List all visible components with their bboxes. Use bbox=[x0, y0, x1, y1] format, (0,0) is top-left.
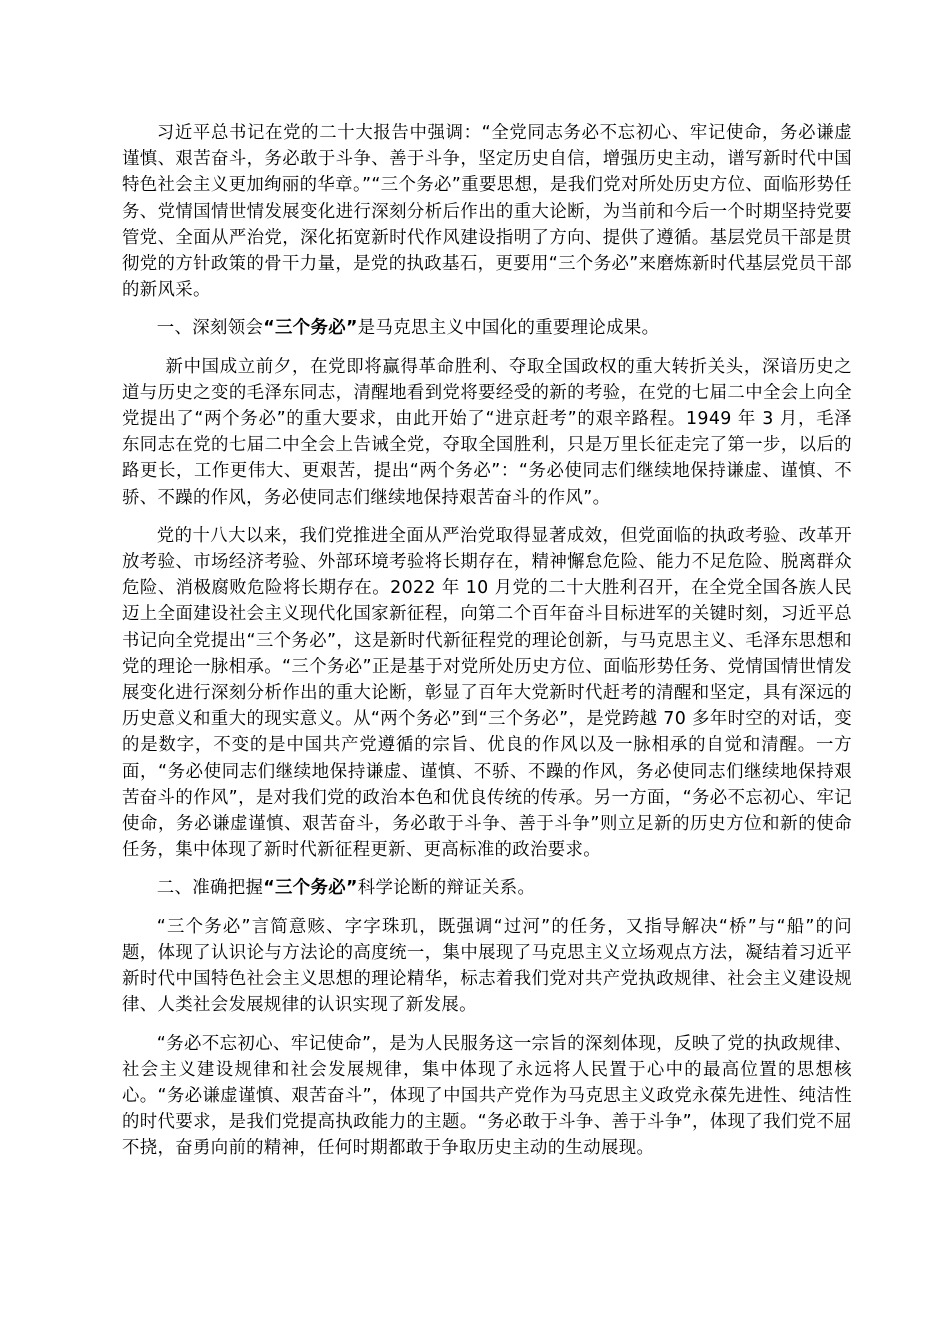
section-heading-2-suffix: 科学论断的辩证关系。 bbox=[357, 878, 536, 899]
section-heading-2-prefix: 二、准确把握 bbox=[156, 878, 264, 899]
intro-paragraph: 习近平总书记在党的二十大报告中强调：“全党同志务必不忘初心、牢记使命，务必谦虚谨慎、艰苦奋斗，务必敢于斗争、善于斗争，坚定历史自信，增强历史主动，谱写新时代中国特色社会主义更加绚丽的华章。”“三个务必”重要思想，是我们党对所处历史方位、面临形势任务、党情国情世情发展变化进行深刻分析后作出的重大论断，为当前和今后一个时期坚持党要管党、全面从严治党，深化拓宽新时代作风建设指明了方向、提供了遵循。基层党员干部是贯彻党的方针政策的骨干力量，是党的执政基石，更要用“三个务必”来磨炼新时代基层党员干部的新风采。 bbox=[122, 123, 852, 301]
section-heading-1-suffix: 是马克思主义中国化的重要理论成果。 bbox=[357, 318, 660, 339]
dialectics-paragraph: “三个务必”言简意赅、字字珠玑，既强调“过河”的任务，又指导解决“桥”与“船”的问题，体现了认识论与方法论的高度统一，集中展现了马克思主义立场观点方法，凝结着习近平新时代中国特色社会主义思想的理论精华，标志着我们党对共产党执政规律、社会主义建设规律、人类社会发展规律的认识实现了新发展。 bbox=[122, 916, 852, 1016]
section-heading-1-emphasis: “三个务必” bbox=[263, 318, 358, 339]
eighteenth-congress-paragraph: 党的十八大以来，我们党推进全面从严治党取得显著成效，但党面临的执政考验、改革开放考验、市场经济考验、外部环境考验将长期存在，精神懈怠危险、能力不足危险、脱离群众危险、消极腐败危险将长期存在。2022 年 10 月党的二十大胜利召开，在全党全国各族人民迈上全面建设社会主义现代化国家新征程，向第二个百年奋斗目标进军的关键时刻，习近平总书记向全党提出“三个务必”，这是新时代新征程党的理论创新，与马克思主义、毛泽东思想和党的理论一脉相承。“三个务必”正是基于对党所处历史方位、面临形势任务、党情国情世情发展变化进行深刻分析作出的重大论断，彰显了百年大党新时代赶考的清醒和坚定，具有深远的历史意义和重大的现实意义。从“两个务必”到“三个务必”，是党跨越 70 多年时空的对话，变的是数字，不变的是中国共产党遵循的宗旨、优良的作风以及一脉相承的自觉和清醒。一方面，“务必使同志们继续地保持谦虚、谨慎、不骄、不躁的作风，务必使同志们继续地保持艰苦奋斗的作风”，是对我们党的政治本色和优良传统的传承。另一方面，“务必不忘初心、牢记使命，务必谦虚谨慎、艰苦奋斗，务必敢于斗争、善于斗争”则立足新的历史方位和新的使命任务，集中体现了新时代新征程更新、更高标准的政治要求。 bbox=[122, 525, 852, 861]
section-heading-1 bbox=[122, 315, 852, 341]
document-page bbox=[122, 120, 852, 1174]
section-heading-1-prefix: 一、深刻领会 bbox=[156, 318, 264, 339]
three-musts-paragraph: “务必不忘初心、牢记使命”，是为人民服务这一宗旨的深刻体现，反映了党的执政规律、社会主义建设规律和社会发展规律，集中体现了永远将人民置于心中的最高位置的思想核心。“务必谦虚谨慎、艰苦奋斗”，体现了中国共产党作为马克思主义政党永葆先进性、纯洁性的时代要求，是我们党提高执政能力的主题。“务必敢于斗争、善于斗争”，体现了我们党不屈不挠，奋勇向前的精神，任何时期都敢于争取历史主动的生动展现。 bbox=[122, 1033, 852, 1159]
section-heading-2-emphasis: “三个务必” bbox=[263, 878, 358, 899]
section-heading-2 bbox=[122, 875, 852, 901]
history-paragraph: 新中国成立前夕，在党即将赢得革命胜利、夺取全国政权的重大转折关头，深谙历史之道与历史之变的毛泽东同志，清醒地看到党将要经受的新的考验，在党的七届二中全会上向全党提出了“两个务必”的重大要求，由此开始了“进京赶考”的艰辛路程。1949 年 3 月，毛泽东同志在党的七届二中全会上告诫全党，夺取全国胜利，只是万里长征走完了第一步，以后的路更长，工作更伟大、更艰苦，提出“两个务必”：“务必使同志们继续地保持谦虚、谨慎、不骄、不躁的作风，务必使同志们继续地保持艰苦奋斗的作风”。 bbox=[122, 356, 852, 508]
